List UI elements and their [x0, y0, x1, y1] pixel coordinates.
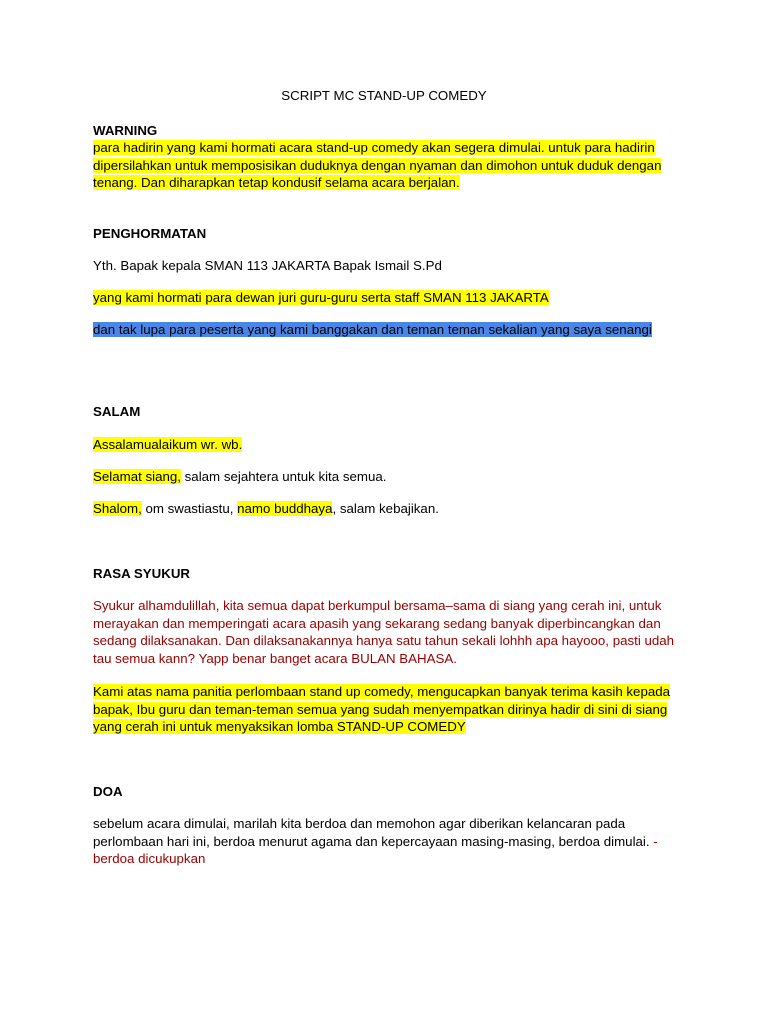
salam-line-1-text: Assalamualaikum wr. wb. [93, 437, 243, 452]
doa-paragraph [93, 815, 683, 868]
salam-line-2-rest: salam sejahtera untuk kita semua. [180, 469, 387, 484]
penghormatan-line-1: Yth. Bapak kepala SMAN 113 JAKARTA Bapak Ismail S.Pd [93, 258, 442, 273]
rasa-syukur-paragraph-1: Syukur alhamdulillah, kita semua dapat berkumpul bersama–sama di siang yang cerah ini, untuk merayakan dan memperingati acara apasih yang sekarang sedang banyak diperbincangkan dan sedang dilaksanakan. Dan dilaksanakannya hanya satu tahun sekali lohhh apa hayooo, pasti udah tau semua kann? Yapp benar banget acara BULAN BAHASA. [93, 598, 675, 666]
salam-line-2 [93, 468, 683, 486]
salam-line-3-middle: om swastiastu, [141, 501, 238, 516]
penghormatan-line-3 [93, 321, 683, 339]
warning-paragraph [93, 139, 683, 192]
rasa-syukur-paragraph-2-text: Kami atas nama panitia perlombaan stand up comedy, mengucapkan banyak terima kasih kepada bapak, Ibu guru dan teman-teman semua yang sudah menyempatkan dirinya hadir di sini di siang yang cerah ini untuk menyaksikan lomba STAND-UP COMEDY [93, 684, 671, 735]
heading-penghormatan: PENGHORMATAN [93, 226, 207, 241]
salam-line-2-highlight: Selamat siang, [93, 469, 181, 484]
penghormatan-line-3-text: dan tak lupa para peserta yang kami banggakan dan teman teman sekalian yang saya senangi [93, 322, 652, 337]
penghormatan-line-2-text: yang kami hormati para dewan juri guru-guru serta staff SMAN 113 JAKARTA [93, 290, 549, 305]
doa-text: sebelum acara dimulai, marilah kita berdoa dan memohon agar diberikan kelancaran pada perlombaan hari ini, berdoa menurut agama dan kepercayaan masing-masing, berdoa dimulai. [93, 816, 654, 849]
salam-line-1 [93, 436, 683, 454]
document-title: SCRIPT MC STAND-UP COMEDY [281, 88, 487, 103]
heading-warning: WARNING [93, 123, 158, 138]
heading-doa: DOA [93, 784, 123, 799]
rasa-syukur-paragraph-2 [93, 683, 683, 736]
heading-rasa-syukur: RASA SYUKUR [93, 566, 191, 581]
salam-line-3-rest: , salam kebajikan. [332, 501, 439, 516]
warning-text: para hadirin yang kami hormati acara stand-up comedy akan segera dimulai. untuk para hadirin dipersilahkan untuk memposisikan duduknya dengan nyaman dan dimohon untuk duduk dengan tenang. Dan diharapkan tetap kondusif selama acara berjalan. [93, 140, 662, 191]
salam-line-3-highlight-2: namo buddhaya [237, 501, 333, 516]
doa-text-red: -berdoa dicukupkan [93, 833, 658, 867]
heading-salam: SALAM [93, 404, 141, 419]
salam-line-3-highlight-1: Shalom, [93, 501, 142, 516]
salam-line-3 [93, 500, 683, 518]
penghormatan-line-2 [93, 289, 683, 307]
